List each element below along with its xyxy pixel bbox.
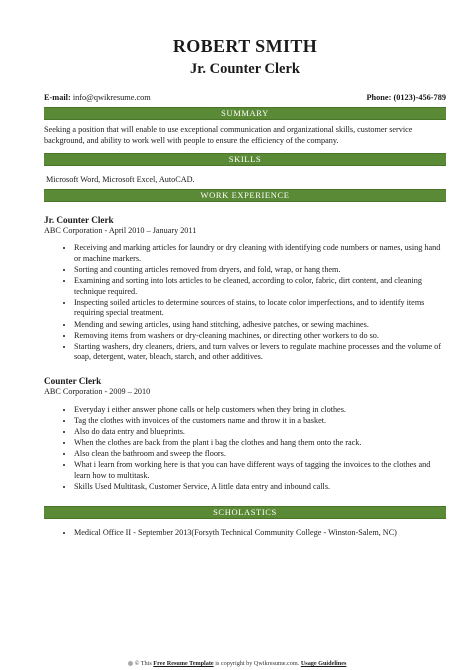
skills-heading: SKILLS [44, 153, 446, 166]
phone-value: (0123)-456-789 [393, 93, 446, 102]
footer-middle: is copyright by Qwikresume.com. [215, 660, 300, 667]
list-item: • Tag the clothes with invoices of the customers name and throw it in a basket. [74, 416, 446, 427]
list-item: • Removing items from washers or dry-cleaning machines, or directing other workers to do so. [74, 331, 446, 342]
phone-block [366, 92, 446, 103]
email-block [44, 92, 151, 103]
candidate-name: ROBERT SMITH [172, 36, 318, 56]
job-company: ABC Corporation - 2009 – 2010 [44, 386, 151, 396]
footer [0, 660, 474, 668]
scholastics-heading: SCHOLASTICS [44, 506, 446, 519]
list-item: • When the clothes are back from the plant i bag the clothes and hang them onto the rack. [74, 438, 446, 449]
job-entry [44, 214, 446, 363]
summary-text: Seeking a position that will enable to use exceptional communication and organizational skills, customer service background, and ability to work well with people to ensure the efficiency of the company. [44, 125, 413, 145]
contact-row [44, 92, 446, 103]
work-heading: WORK EXPERIENCE [44, 189, 446, 202]
list-item: • Mending and sewing articles, using hand stitching, adhesive patches, or sewing machines. [74, 320, 446, 331]
list-item: • Also clean the bathroom and sweep the floors. [74, 449, 446, 460]
list-item: • Also do data entry and blueprints. [74, 427, 446, 438]
email-value[interactable]: info@qwikresume.com [72, 93, 151, 102]
list-item: • Everyday i either answer phone calls or help customers when they bring in clothes. [74, 405, 446, 416]
email-label: E-mail: [44, 93, 71, 102]
scholastics-list [44, 528, 446, 539]
summary-heading: SUMMARY [44, 107, 446, 120]
list-item: • Receiving and marking articles for laundry or dry cleaning with identifying code numbers or names, using hand or machine markers. [74, 243, 446, 264]
job-title: Jr. Counter Clerk [44, 214, 114, 225]
usage-guidelines-link[interactable]: Usage Guidelines [300, 660, 347, 667]
list-item: • Medical Office II - September 2013(Forsyth Technical Community College - Winston-Salem, NC) [74, 528, 446, 539]
job-bullets [44, 405, 446, 493]
list-item: • Sorting and counting articles removed from dryers, and fold, wrap, or hang them. [74, 265, 446, 276]
list-item: • Inspecting soiled articles to determine sources of stains, to locate color imperfections, and to identify items requiring special treatment. [74, 298, 446, 319]
job-company: ABC Corporation - April 2010 – January 2011 [44, 225, 197, 235]
footer-prefix: © This [134, 660, 152, 667]
phone-label: Phone: [366, 93, 392, 102]
job-entry [44, 375, 446, 492]
copyright-icon [128, 661, 133, 666]
skills-text: Microsoft Word, Microsoft Excel, AutoCAD. [46, 175, 195, 185]
list-item: • Examining and sorting into lots articles to be cleaned, according to color, fabric, dirt content, and cleaning technique required. [74, 276, 446, 297]
job-bullets [44, 243, 446, 363]
list-item: • What i learn from working here is that you can have different ways of tagging the invoices to the clothes and learn how to multitask. [74, 460, 446, 481]
list-item: • Starting washers, dry cleaners, driers, and turn valves or levers to regulate machine processes and the volume of soap, detergent, water, bleach, starch, and other additives. [74, 342, 446, 363]
list-item: • Skills Used Multitask, Customer Service, A little data entry and inbound calls. [74, 482, 446, 493]
free-resume-template-link[interactable]: Free Resume Template [153, 660, 214, 667]
job-title: Counter Clerk [44, 375, 102, 386]
candidate-title: Jr. Counter Clerk [190, 61, 300, 77]
